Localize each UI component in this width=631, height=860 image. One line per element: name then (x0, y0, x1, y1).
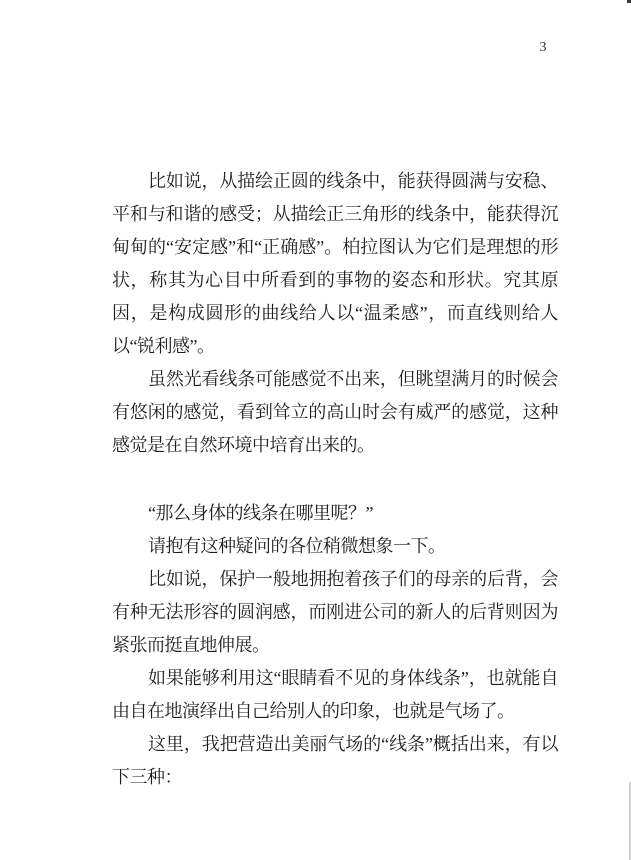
paragraph-invisible-body-lines: 如果能够利用这“眼睛看不见的身体线条”，也就能自由自在地演绎出自己给别人的印象，也就是气场了。 (112, 668, 558, 721)
paragraph-imagine-prompt: 请抱有这种疑问的各位稍微想象一下。 (148, 536, 446, 556)
scan-artifact-corner (627, 0, 631, 3)
paragraph-mother-back-example: 比如说，保护一般地拥抱着孩子们的母亲的后背，会有种无法形容的圆润感，而刚进公司的新人的后背则因为紧张而挺直地伸展。 (112, 569, 558, 655)
text-block (112, 165, 558, 794)
paragraph-nature-feelings: 虽然光看线条可能感觉不出来，但眺望满月的时候会有悠闲的感觉，看到耸立的高山时会有威严的感觉，这种感觉是在自然环境中培育出来的。 (112, 369, 558, 455)
page-number: 3 (539, 40, 547, 55)
paragraph-lines-of-shapes: 比如说，从描绘正圆的线条中，能获得圆满与安稳、平和与和谐的感受；从描绘正三角形的线条中，能获得沉甸甸的“安定感”和“正确感”。柏拉图认为它们是理想的形状，称其为心目中所看到的事物的姿态和形状。究其原因，是构成圆形的曲线给人以“温柔感”，而直线则给人以“锐利感”。 (112, 171, 558, 356)
paragraph-body-lines-question: “那么身体的线条在哪里呢？” (148, 503, 373, 523)
paragraph-three-kinds-intro: 这里，我把营造出美丽气场的“线条”概括出来，有以下三种： (112, 734, 558, 787)
